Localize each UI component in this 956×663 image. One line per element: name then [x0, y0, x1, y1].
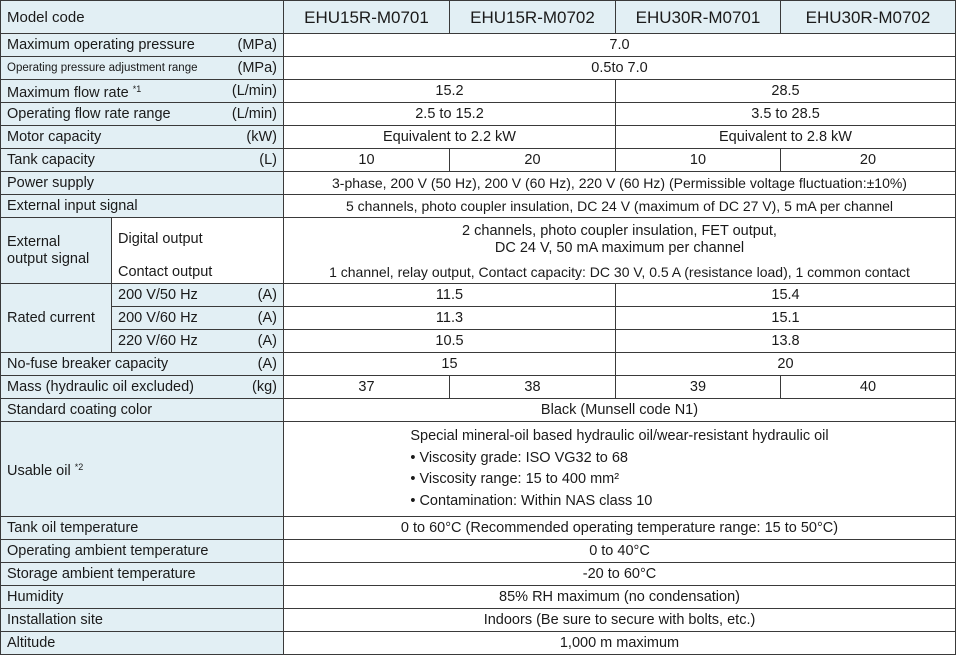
- row-value: 38: [450, 376, 616, 399]
- unit-label: (L/min): [231, 105, 277, 122]
- row-label: [1, 376, 284, 399]
- rated-current-label: Rated current: [1, 284, 112, 353]
- row-label-text: Operating pressure adjustment range: [7, 61, 198, 74]
- table-row: [1, 218, 956, 262]
- row-sublabel: [112, 307, 284, 330]
- row-label: [1, 126, 284, 149]
- model-header: EHU15R-M0701: [284, 1, 450, 34]
- ext-output-label-line2: output signal: [7, 250, 90, 267]
- model-header: EHU30R-M0701: [616, 1, 781, 34]
- row-value: 15.4: [616, 284, 956, 307]
- digital-output-label: Digital output: [112, 218, 284, 262]
- row-label-text: Maximum flow rate: [7, 84, 133, 101]
- row-label: [1, 34, 284, 57]
- unit-label: (kg): [252, 378, 277, 395]
- table-row: [1, 149, 956, 172]
- row-label: External input signal: [1, 195, 284, 218]
- row-value: 0 to 40°C: [284, 540, 956, 563]
- model-header: EHU15R-M0702: [450, 1, 616, 34]
- table-row: [1, 172, 956, 195]
- table-row: [1, 103, 956, 126]
- row-value: 3.5 to 28.5: [616, 103, 956, 126]
- row-value: Equivalent to 2.8 kW: [616, 126, 956, 149]
- row-label: Operating ambient temperature: [1, 540, 284, 563]
- row-label-text: Motor capacity: [7, 128, 102, 145]
- row-value: 15.2: [284, 80, 616, 103]
- row-label-text: Usable oil: [7, 462, 75, 479]
- table-row: [1, 540, 956, 563]
- row-label: Standard coating color: [1, 399, 284, 422]
- row-label-text: Operating flow rate range: [7, 105, 171, 122]
- unit-label: (A): [257, 332, 277, 349]
- oil-list: [410, 426, 828, 512]
- table-row: [1, 517, 956, 540]
- list-item: • Viscosity grade: ISO VG32 to 68: [410, 449, 628, 466]
- row-value: 7.0: [284, 34, 956, 57]
- header-row: [1, 1, 956, 34]
- table-row: [1, 195, 956, 218]
- row-value: Indoors (Be sure to secure with bolts, etc.): [284, 609, 956, 632]
- row-label-text: 200 V/50 Hz: [118, 286, 198, 303]
- row-label-text: Tank capacity: [7, 151, 95, 168]
- row-value: 3-phase, 200 V (50 Hz), 200 V (60 Hz), 220 V (60 Hz) (Permissible voltage fluctuation:±10%): [284, 172, 956, 195]
- row-sublabel: [112, 330, 284, 353]
- ext-output-label-line1: External: [7, 233, 61, 250]
- unit-label: (MPa): [237, 59, 277, 76]
- row-value: 1,000 m maximum: [284, 632, 956, 655]
- row-value: Equivalent to 2.2 kW: [284, 126, 616, 149]
- row-value: 85% RH maximum (no condensation): [284, 586, 956, 609]
- table-row: [1, 307, 956, 330]
- oil-description: Special mineral-oil based hydraulic oil/wear-resistant hydraulic oil: [410, 428, 829, 444]
- row-value: 40: [781, 376, 956, 399]
- row-label: Power supply: [1, 172, 284, 195]
- row-label-text: Mass (hydraulic oil excluded): [7, 378, 194, 395]
- row-value: Black (Munsell code N1): [284, 399, 956, 422]
- ext-output-label: [1, 218, 112, 284]
- table-row: [1, 330, 956, 353]
- row-sublabel: [112, 284, 284, 307]
- table-row: [1, 353, 956, 376]
- row-value: 10: [616, 149, 781, 172]
- table-row: [1, 126, 956, 149]
- row-value: 5 channels, photo coupler insulation, DC 24 V (maximum of DC 27 V), 5 mA per channel: [284, 195, 956, 218]
- unit-label: (A): [257, 286, 277, 303]
- table-row: [1, 422, 956, 517]
- table-row: [1, 80, 956, 103]
- table-row: [1, 586, 956, 609]
- row-value: 37: [284, 376, 450, 399]
- row-label: [1, 57, 284, 80]
- digital-output-line1: 2 channels, photo coupler insulation, FET output,: [462, 222, 777, 239]
- row-label-text: Maximum operating pressure: [7, 36, 195, 53]
- row-label: [1, 149, 284, 172]
- row-label-text: 220 V/60 Hz: [118, 332, 198, 349]
- model-header: EHU30R-M0702: [781, 1, 956, 34]
- unit-label: (L/min): [231, 82, 277, 99]
- row-value: 20: [616, 353, 956, 376]
- footnote-mark: *1: [132, 83, 142, 94]
- row-value: 20: [781, 149, 956, 172]
- table-row: [1, 376, 956, 399]
- row-label: Humidity: [1, 586, 284, 609]
- row-value: 11.3: [284, 307, 616, 330]
- list-item: • Viscosity range: 15 to 400 mm²: [410, 471, 620, 487]
- row-value: 13.8: [616, 330, 956, 353]
- table-row: [1, 262, 956, 284]
- contact-output-label: Contact output: [112, 262, 284, 284]
- row-value: 39: [616, 376, 781, 399]
- row-label: Storage ambient temperature: [1, 563, 284, 586]
- row-label: Installation site: [1, 609, 284, 632]
- unit-label: (MPa): [237, 36, 277, 53]
- row-value: 15: [284, 353, 616, 376]
- row-value: 28.5: [616, 80, 956, 103]
- contact-output-value: 1 channel, relay output, Contact capacity: DC 30 V, 0.5 A (resistance load), 1 common contact: [284, 262, 956, 284]
- list-item: • Contamination: Within NAS class 10: [410, 492, 653, 509]
- row-label-text: No-fuse breaker capacity: [7, 355, 169, 372]
- unit-label: (A): [257, 309, 277, 326]
- table-row: [1, 34, 956, 57]
- row-value: 20: [450, 149, 616, 172]
- unit-label: (kW): [246, 128, 277, 145]
- row-value: 0 to 60°C (Recommended operating temperature range: 15 to 50°C): [284, 517, 956, 540]
- row-label: [1, 422, 284, 517]
- unit-label: (L): [259, 151, 277, 168]
- table-row: [1, 563, 956, 586]
- row-value: 2.5 to 15.2: [284, 103, 616, 126]
- table-row: [1, 57, 956, 80]
- row-value: 10.5: [284, 330, 616, 353]
- row-value: 10: [284, 149, 450, 172]
- row-label: Tank oil temperature: [1, 517, 284, 540]
- row-label: Altitude: [1, 632, 284, 655]
- table-row: [1, 284, 956, 307]
- oil-value: [284, 422, 956, 517]
- row-value: 15.1: [616, 307, 956, 330]
- row-label: [1, 80, 284, 103]
- row-value: 0.5to 7.0: [284, 57, 956, 80]
- unit-label: (A): [257, 355, 277, 372]
- row-label: [1, 353, 284, 376]
- table-row: [1, 609, 956, 632]
- digital-output-value: [284, 218, 956, 262]
- table-row: [1, 399, 956, 422]
- table-row: [1, 632, 956, 655]
- row-label: [1, 103, 284, 126]
- footnote-mark: *2: [74, 461, 84, 472]
- row-value: 11.5: [284, 284, 616, 307]
- row-value: -20 to 60°C: [284, 563, 956, 586]
- row-label-text: 200 V/60 Hz: [118, 309, 198, 326]
- model-code-label: Model code: [1, 1, 284, 34]
- digital-output-line2: DC 24 V, 50 mA maximum per channel: [494, 239, 745, 256]
